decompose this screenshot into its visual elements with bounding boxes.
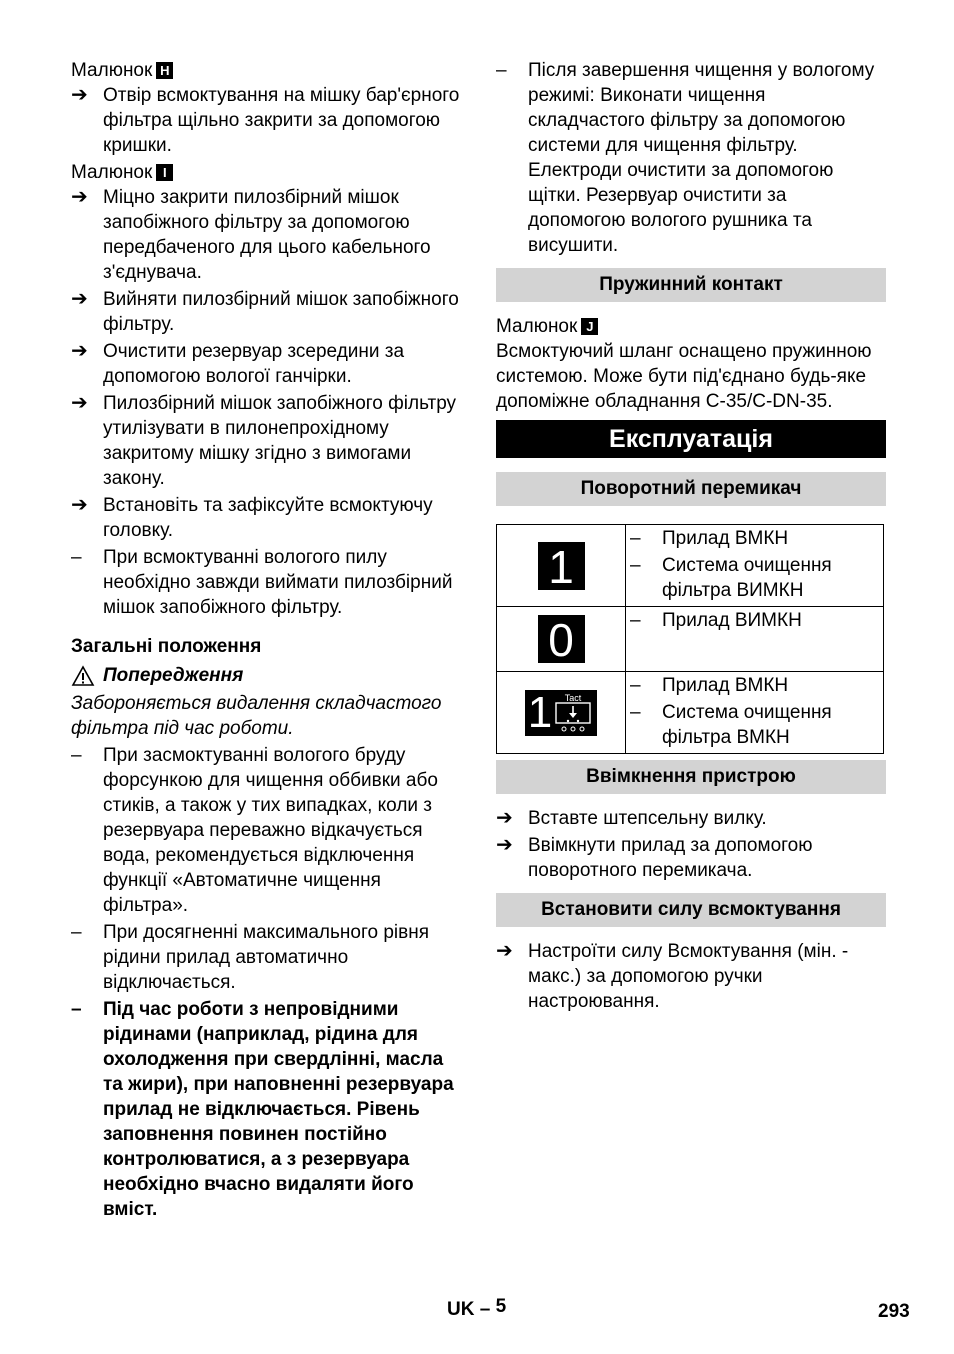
item-text: Пилозбірний мішок запобіжного фільтру утилізувати в пилонепрохідному закритому мішку згідно з вимогами закону.	[103, 393, 457, 489]
operation-section-title: Експлуатація	[496, 420, 886, 458]
list-item	[496, 939, 886, 1014]
description-line	[630, 700, 879, 750]
item-text: Вставте штепсельну вилку.	[528, 808, 767, 829]
description-text: Прилад ВИМКН	[662, 610, 802, 631]
dash-bullet: –	[71, 922, 82, 943]
figure-letter-badge: H	[156, 62, 173, 79]
arrow-right-icon: ➔	[71, 340, 88, 362]
item-text: Встановіть та зафіксуйте всмоктуючу головку.	[103, 495, 433, 541]
spring-contact-text: Всмоктуючий шланг оснащено пружинною системою. Може бути під'єднано будь-яке допоміжне обладнання C-35/C-DN-35.	[496, 341, 872, 412]
footer-section-number: 5	[495, 1296, 507, 1317]
figure-label: Малюнок	[71, 60, 153, 81]
description-text: Прилад ВМКН	[662, 675, 789, 696]
switch-position-tact-symbol	[525, 687, 597, 737]
item-text: Настроїти силу Всмоктування (мін. - макс.) за допомогою ручки настроювання.	[528, 941, 849, 1012]
dash-bullet: –	[630, 702, 641, 723]
switch-symbol-cell	[497, 672, 626, 754]
table-row	[497, 607, 884, 672]
switch-position-1-symbol: 1	[538, 542, 585, 590]
list-item	[71, 493, 463, 543]
switch-description-cell	[626, 672, 884, 754]
spring-contact-heading: Пружинний контакт	[496, 268, 886, 302]
list-item	[496, 58, 886, 258]
general-section-title: Загальні положення	[71, 636, 262, 657]
arrow-right-icon: ➔	[496, 834, 513, 856]
description-text: Система очищення фільтра ВИМКН	[662, 555, 832, 601]
item-text: Після завершення чищення у вологому режимі: Виконати чищення складчастого фільтру за допомогою системи для чищення фільтру. Електроди очистити за допомогою щітки. Резервуар очистити за допомогою вологого рушника та висушити.	[528, 60, 875, 256]
description-text: Система очищення фільтра ВМКН	[662, 702, 832, 748]
item-text: Міцно закрити пилозбірний мішок запобіжного фільтру за допомогою передбаченого для цього кабельного з'єднувача.	[103, 187, 431, 283]
table-row	[497, 525, 884, 607]
suction-power-heading: Встановити силу всмоктування	[496, 893, 886, 927]
dash-bullet: –	[71, 745, 82, 766]
figure-label: Малюнок	[71, 162, 153, 183]
description-line	[630, 553, 879, 603]
right-column	[496, 58, 886, 1016]
item-text: Під час роботи з непровідними рідинами (наприклад, рідина для охолодження при свердлінні, масла та жири), при наповненні резервуара прилад не відключається. Рівень заповнення повинен постійно контролюватися, а з резервуара необхідно вчасно видаляти його вміст.	[103, 999, 454, 1220]
item-text: Ввімкнути прилад за допомогою поворотного перемикача.	[528, 835, 813, 881]
switch-description-cell	[626, 525, 884, 607]
dash-bullet: –	[630, 528, 641, 549]
list-item	[496, 833, 886, 883]
list-item	[71, 743, 463, 918]
description-line	[630, 673, 879, 698]
description-line	[630, 608, 879, 633]
arrow-right-icon: ➔	[71, 392, 88, 414]
switch-symbol-cell	[497, 525, 626, 607]
figure-ref-j	[496, 314, 886, 339]
dash-bullet: –	[71, 999, 82, 1020]
warning-heading	[71, 663, 463, 688]
switch-positions-table	[496, 524, 884, 754]
arrow-right-icon: ➔	[496, 807, 513, 829]
footer-section-ref	[447, 1297, 506, 1322]
arrow-right-icon: ➔	[71, 186, 88, 208]
list-item	[71, 339, 463, 389]
warning-triangle-icon	[71, 665, 95, 687]
tact-filter-cleaning-icon	[553, 693, 593, 733]
dash-bullet: –	[630, 675, 641, 696]
item-text: При всмоктуванні вологого пилу необхідно завжди виймати пилозбірний мішок запобіжного фільтру.	[103, 547, 453, 618]
list-item	[71, 287, 463, 337]
figure-label: Малюнок	[496, 316, 578, 337]
item-text: Отвір всмоктування на мішку бар'єрного фільтра щільно закрити за допомогою кришки.	[103, 85, 460, 156]
dash-bullet: –	[496, 60, 507, 81]
dash-bullet: –	[71, 547, 82, 568]
warning-title: Попередження	[103, 665, 244, 686]
dash-bullet: –	[630, 610, 641, 631]
arrow-right-icon: ➔	[71, 494, 88, 516]
figure-ref-i	[71, 160, 463, 185]
list-item	[71, 83, 463, 158]
warning-text: Забороняється видалення складчастого фільтра під час роботи.	[71, 693, 442, 739]
list-item	[71, 391, 463, 491]
list-item	[71, 920, 463, 995]
list-item	[496, 806, 886, 831]
list-item	[71, 185, 463, 285]
switch-position-0-symbol: 0	[538, 615, 585, 663]
dash-bullet: –	[630, 555, 641, 576]
item-text: При засмоктуванні вологого бруду форсункою для чищення оббивки або стиків, а також у тих випадках, коли з резервуара переважно відкачується вода, рекомендується відключення функції «Автоматичне чищення фільтра».	[103, 745, 438, 916]
left-column	[71, 58, 463, 1224]
table-row	[497, 672, 884, 754]
arrow-right-icon: ➔	[71, 288, 88, 310]
item-text: При досягненні максимального рівня рідини прилад автоматично відключається.	[103, 922, 429, 993]
description-text: Прилад ВМКН	[662, 528, 789, 549]
figure-letter-badge: J	[581, 318, 598, 335]
footer-lang: UK –	[447, 1299, 491, 1320]
item-text: Вийняти пилозбірний мішок запобіжного фільтру.	[103, 289, 459, 335]
description-line	[630, 526, 879, 551]
tact-number: 1	[527, 687, 553, 737]
item-text: Очистити резервуар зсередини за допомогою вологої ганчірки.	[103, 341, 405, 387]
figure-ref-h	[71, 58, 463, 83]
page-number: 293	[878, 1301, 910, 1322]
arrow-right-icon: ➔	[496, 940, 513, 962]
power-on-heading: Ввімкнення пристрою	[496, 760, 886, 794]
switch-symbol-cell	[497, 607, 626, 672]
list-item	[71, 997, 463, 1222]
switch-description-cell	[626, 607, 884, 672]
tact-label: Tact	[564, 692, 582, 703]
figure-letter-badge: I	[156, 164, 173, 181]
rotary-switch-heading: Поворотний перемикач	[496, 472, 886, 506]
arrow-right-icon: ➔	[71, 84, 88, 106]
list-item	[71, 545, 463, 620]
